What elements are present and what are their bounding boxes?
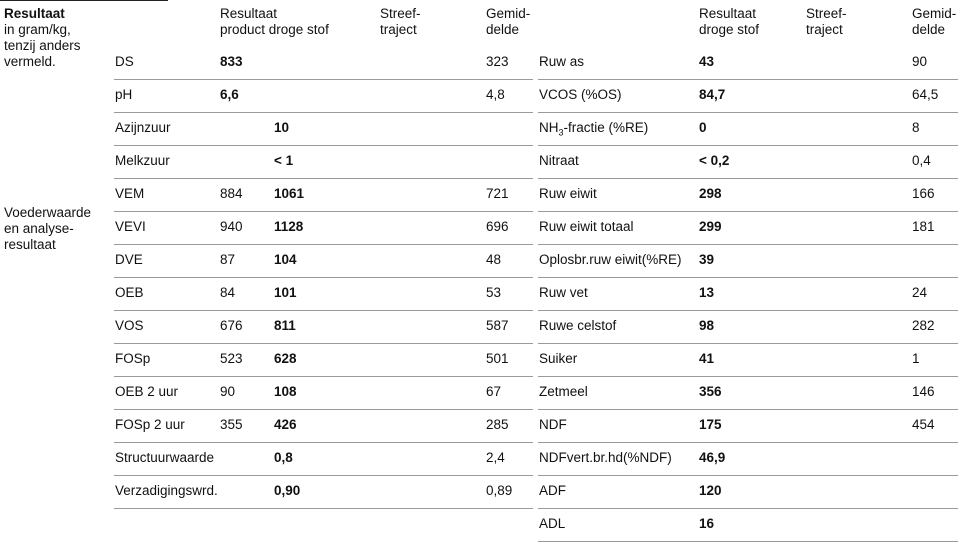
row-label: NDF — [539, 417, 567, 432]
average-value: 181 — [912, 219, 935, 234]
row-label: VEVI — [115, 219, 146, 234]
product-value: 355 — [220, 417, 243, 432]
product-value: 90 — [220, 384, 236, 399]
table-row — [114, 475, 533, 509]
table-row — [114, 376, 533, 410]
section-label-line: en analyse- — [4, 221, 74, 236]
row-label: VOS — [115, 318, 144, 333]
average-value: 4,8 — [486, 87, 505, 102]
table-row — [538, 376, 958, 410]
header-line: Gemid- — [912, 6, 957, 21]
header-line: delde — [912, 22, 946, 37]
section-label-line: resultaat — [4, 237, 56, 252]
average-value: 501 — [486, 351, 509, 366]
product-value: 6,6 — [220, 87, 239, 102]
average-value: 90 — [912, 54, 928, 69]
left-header-result — [220, 6, 329, 38]
average-value: 48 — [486, 252, 502, 267]
average-value: 146 — [912, 384, 935, 399]
average-value: 67 — [486, 384, 502, 399]
row-label: OEB 2 uur — [115, 384, 179, 399]
average-value: 1 — [912, 351, 920, 366]
dry-matter-value: 299 — [699, 219, 722, 234]
table-row — [538, 112, 958, 146]
table-row — [114, 409, 533, 443]
section-label-line: Voederwaarde — [4, 205, 92, 220]
average-value: 8 — [912, 120, 920, 135]
row-label: VCOS (%OS) — [539, 87, 622, 102]
row-label: DS — [115, 54, 134, 69]
average-value: 454 — [912, 417, 935, 432]
table-row — [538, 343, 958, 377]
table-row — [538, 310, 958, 344]
table-row — [114, 178, 533, 212]
header-line: Resultaat — [699, 6, 757, 21]
table-row — [538, 244, 958, 278]
dry-matter-value: 41 — [699, 351, 715, 366]
dry-matter-value: < 1 — [274, 153, 294, 168]
average-value: 323 — [486, 54, 509, 69]
dry-matter-value: 13 — [699, 285, 715, 300]
unit-note-line: in gram/kg, — [4, 22, 71, 37]
table-row — [538, 178, 958, 212]
header-line: product droge stof — [220, 22, 329, 37]
dry-matter-value: 101 — [274, 285, 297, 300]
average-value: 53 — [486, 285, 502, 300]
row-label: NDFvert.br.hd(%NDF) — [539, 450, 672, 465]
row-label: Ruw eiwit totaal — [539, 219, 634, 234]
table-row — [538, 145, 958, 179]
dry-matter-value: 356 — [699, 384, 722, 399]
table-row — [114, 244, 533, 278]
row-label: VEM — [115, 186, 145, 201]
dry-matter-value: 10 — [274, 120, 290, 135]
row-label: Verzadigingswrd. — [115, 483, 218, 498]
label-part: -fractie (%RE) — [563, 120, 649, 135]
row-label: FOSp 2 uur — [115, 417, 185, 432]
table-row — [538, 442, 958, 476]
average-value: 2,4 — [486, 450, 505, 465]
table-row — [114, 79, 533, 113]
row-label: ADL — [539, 516, 566, 531]
header-line: Streef- — [806, 6, 847, 21]
average-value: 282 — [912, 318, 935, 333]
average-value: 0,89 — [486, 483, 513, 498]
row-label: pH — [115, 87, 133, 102]
header-line: Gemid- — [486, 6, 531, 21]
average-value: 166 — [912, 186, 935, 201]
table-row — [538, 79, 958, 113]
dry-matter-value: 0,90 — [274, 483, 301, 498]
table-row — [114, 442, 533, 476]
average-value: 24 — [912, 285, 928, 300]
table-row — [114, 343, 533, 377]
row-label — [539, 120, 648, 136]
label-part: NH — [539, 120, 559, 135]
dry-matter-value: 43 — [699, 54, 715, 69]
dry-matter-value: 1128 — [274, 219, 304, 234]
table-row — [538, 211, 958, 245]
dry-matter-value: 46,9 — [699, 450, 726, 465]
table-row — [114, 277, 533, 311]
unit-note-line: tenzij anders — [4, 38, 81, 53]
right-header-average — [912, 6, 956, 38]
table-row — [538, 508, 958, 542]
average-value: 0,4 — [912, 153, 931, 168]
label-subscript: 3 — [558, 127, 564, 138]
right-header-target — [806, 6, 847, 38]
dry-matter-value: < 0,2 — [699, 153, 730, 168]
dry-matter-value: 175 — [699, 417, 722, 432]
table-row — [114, 310, 533, 344]
product-value: 884 — [220, 186, 243, 201]
row-label: Nitraat — [539, 153, 579, 168]
dry-matter-value: 628 — [274, 351, 297, 366]
row-label: Oplosbr.ruw eiwit(%RE) — [539, 252, 682, 267]
row-label: Ruw vet — [539, 285, 588, 300]
average-value: 696 — [486, 219, 509, 234]
table-row — [538, 475, 958, 509]
row-label: Azijnzuur — [115, 120, 171, 135]
section-label-block — [4, 205, 91, 253]
result-heading-block — [4, 6, 81, 70]
dry-matter-value: 0 — [699, 120, 707, 135]
table-row — [114, 145, 533, 179]
dry-matter-value: 1061 — [274, 186, 305, 201]
row-label: Zetmeel — [539, 384, 588, 399]
row-label: OEB — [115, 285, 144, 300]
row-label: Structuurwaarde — [115, 450, 215, 465]
header-line: delde — [486, 22, 520, 37]
dry-matter-value: 84,7 — [699, 87, 726, 102]
dry-matter-value: 811 — [274, 318, 296, 333]
dry-matter-value: 0,8 — [274, 450, 293, 465]
left-header-target — [380, 6, 421, 38]
row-label: FOSp — [115, 351, 151, 366]
dry-matter-value: 39 — [699, 252, 715, 267]
header-line: Resultaat — [220, 6, 278, 21]
dry-matter-value: 108 — [274, 384, 297, 399]
dry-matter-value: 120 — [699, 483, 722, 498]
row-label: Suiker — [539, 351, 578, 366]
top-rule — [0, 0, 168, 1]
row-label: Ruwe celstof — [539, 318, 617, 333]
product-value: 833 — [220, 54, 243, 69]
header-line: traject — [806, 22, 843, 37]
average-value: 721 — [486, 186, 509, 201]
table-row — [538, 46, 958, 80]
header-line: traject — [380, 22, 417, 37]
product-value: 940 — [220, 219, 243, 234]
product-value: 676 — [220, 318, 243, 333]
table-row — [538, 409, 958, 443]
dry-matter-value: 104 — [274, 252, 297, 267]
unit-note-line: vermeld. — [4, 54, 56, 69]
table-row — [538, 277, 958, 311]
dry-matter-value: 16 — [699, 516, 715, 531]
row-label: Ruw eiwit — [539, 186, 597, 201]
table-row — [114, 46, 533, 80]
row-label: DVE — [115, 252, 143, 267]
row-label: ADF — [539, 483, 566, 498]
header-line: Streef- — [380, 6, 421, 21]
product-value: 87 — [220, 252, 236, 267]
average-value: 587 — [486, 318, 509, 333]
dry-matter-value: 426 — [274, 417, 297, 432]
left-header-average — [486, 6, 530, 38]
row-label: Ruw as — [539, 54, 585, 69]
dry-matter-value: 298 — [699, 186, 722, 201]
average-value: 285 — [486, 417, 509, 432]
average-value: 64,5 — [912, 87, 939, 102]
product-value: 523 — [220, 351, 243, 366]
table-row — [114, 211, 533, 245]
header-line: droge stof — [699, 22, 760, 37]
product-value: 84 — [220, 285, 236, 300]
result-title: Resultaat — [4, 6, 65, 21]
right-header-result — [699, 6, 759, 38]
dry-matter-value: 98 — [699, 318, 715, 333]
row-label: Melkzuur — [115, 153, 170, 168]
table-row — [114, 112, 533, 146]
